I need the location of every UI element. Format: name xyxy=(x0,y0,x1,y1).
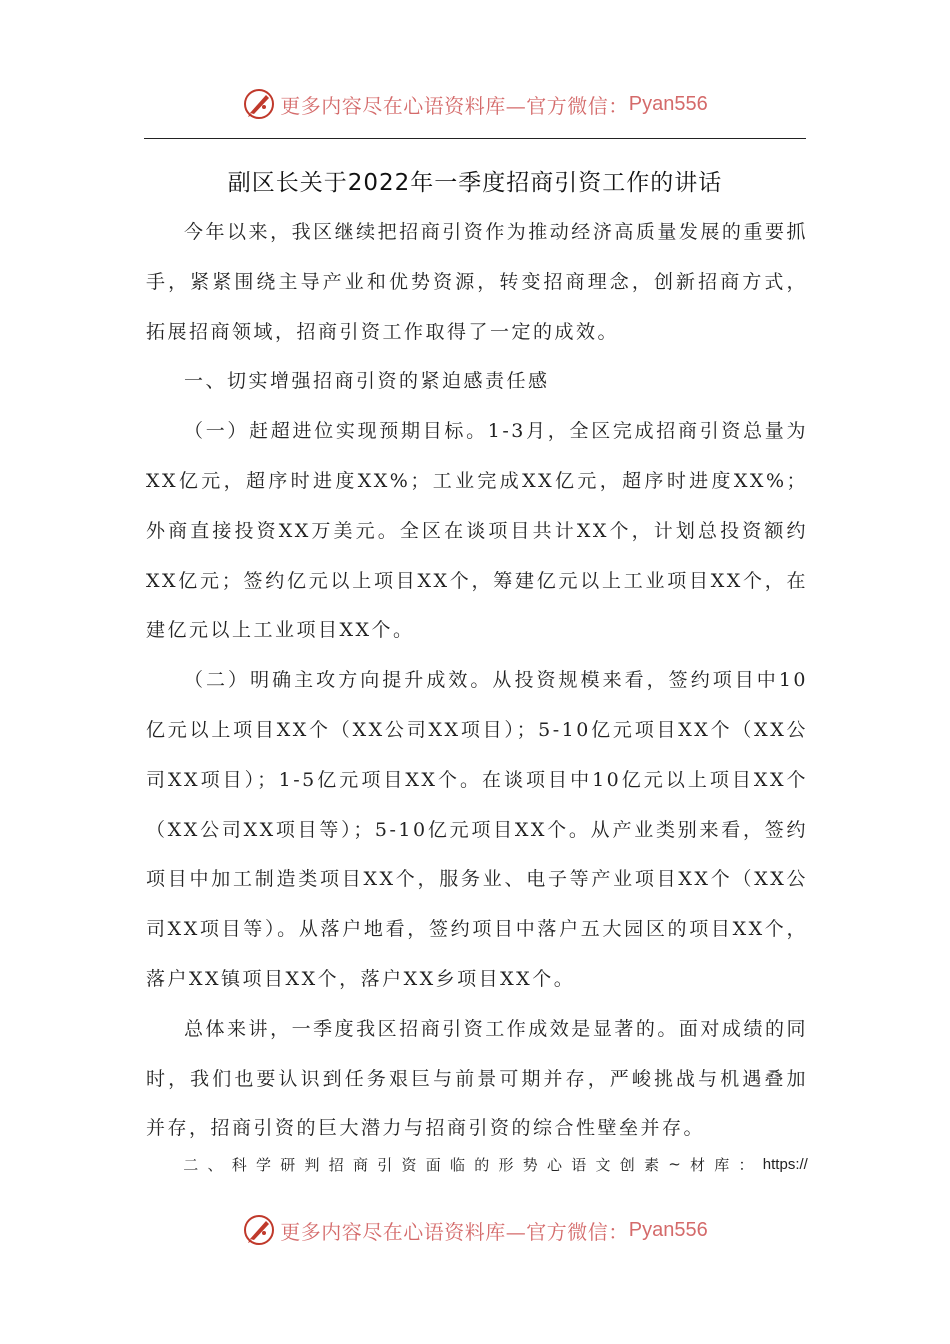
line-char: 招 xyxy=(328,1155,344,1174)
section-heading-1: 一、切实增强招商引资的紧迫感责任感 xyxy=(184,370,550,393)
line-char: 二 xyxy=(183,1155,199,1174)
quill-logo-icon xyxy=(242,1213,276,1247)
paragraph-intro: 今年以来，我区继续把招商引资作为推动经济高质量发展的重要抓手，紧紧围绕主导产业和优势资源，转变招商理念，创新招商方式，拓展招商领域，招商引资工作取得了一定的成效。 xyxy=(146,221,808,343)
section-heading-2-line xyxy=(146,1152,808,1176)
line-char: ~ xyxy=(668,1155,681,1173)
line-char: ： xyxy=(738,1155,754,1174)
line-char: 心 xyxy=(546,1155,562,1174)
line-char: 临 xyxy=(449,1155,465,1174)
line-char: 的 xyxy=(474,1155,490,1174)
document-body xyxy=(146,208,808,1154)
paragraph-2: （二）明确主攻方向提升成效。从投资规模来看，签约项目中10亿元以上项目XX个（XX公司XX项目）；5-10亿元项目XX个（XX公司XX项目）；1-5亿元项目XX个。在谈项目中10亿元以上项目XX个（XX公司XX项目等）；5-10亿元项目XX个。从产业类别来看，签约项目中加工制造类项目XX个，服务业、电子等产业项目XX个（XX公司XX项目等）。从落户地看，签约项目中落户五大园区的项目XX个，落户XX镇项目XX个，落户XX乡项目XX个。 xyxy=(146,669,808,990)
line-char: 创 xyxy=(619,1155,635,1174)
banner-text: 更多内容尽在心语资料库—官方微信： xyxy=(280,1219,629,1244)
header-banner xyxy=(0,84,950,124)
document-title: 副区长关于2022年一季度招商引资工作的讲话 xyxy=(227,170,723,196)
banner-text: 更多内容尽在心语资料库—官方微信： xyxy=(280,93,629,118)
line-char: 引 xyxy=(377,1155,393,1174)
banner-wechat-id: Pyan556 xyxy=(628,92,708,115)
line-char: 素 xyxy=(643,1155,659,1174)
line-url-fragment: https:// xyxy=(762,1155,808,1173)
header-divider xyxy=(144,138,806,139)
line-char: 、 xyxy=(207,1155,223,1174)
line-char: 研 xyxy=(280,1155,296,1174)
line-char: 形 xyxy=(498,1155,514,1174)
paragraph-1: （一）赶超进位实现预期目标。1-3月，全区完成招商引资总量为XX亿元，超序时进度XX%；工业完成XX亿元，超序时进度XX%；外商直接投资XX万美元。全区在谈项目共计XX个，计划总投资额约XX亿元；签约亿元以上项目XX个，筹建亿元以上工业项目XX个，在建亿元以上工业项目XX个。 xyxy=(146,420,808,642)
line-char: 语 xyxy=(571,1155,587,1174)
line-char: 科 xyxy=(231,1155,247,1174)
banner-wechat-id: Pyan556 xyxy=(628,1218,708,1241)
paragraph-summary: 总体来讲，一季度我区招商引资工作成效是显著的。面对成绩的同时，我们也要认识到任务艰巨与前景可期并存，严峻挑战与机遇叠加并存，招商引资的巨大潜力与招商引资的综合性壁垒并存。 xyxy=(146,1017,808,1140)
line-char: 面 xyxy=(425,1155,441,1174)
line-char: 商 xyxy=(352,1155,368,1174)
line-char: 文 xyxy=(595,1155,611,1174)
line-char: 库 xyxy=(714,1155,730,1174)
line-char: 学 xyxy=(255,1155,271,1174)
line-char: 势 xyxy=(522,1155,538,1174)
line-char: 判 xyxy=(304,1155,320,1174)
line-char: 资 xyxy=(401,1155,417,1174)
quill-logo-icon xyxy=(242,87,276,121)
footer-banner xyxy=(0,1210,950,1250)
line-char: 材 xyxy=(690,1155,706,1174)
